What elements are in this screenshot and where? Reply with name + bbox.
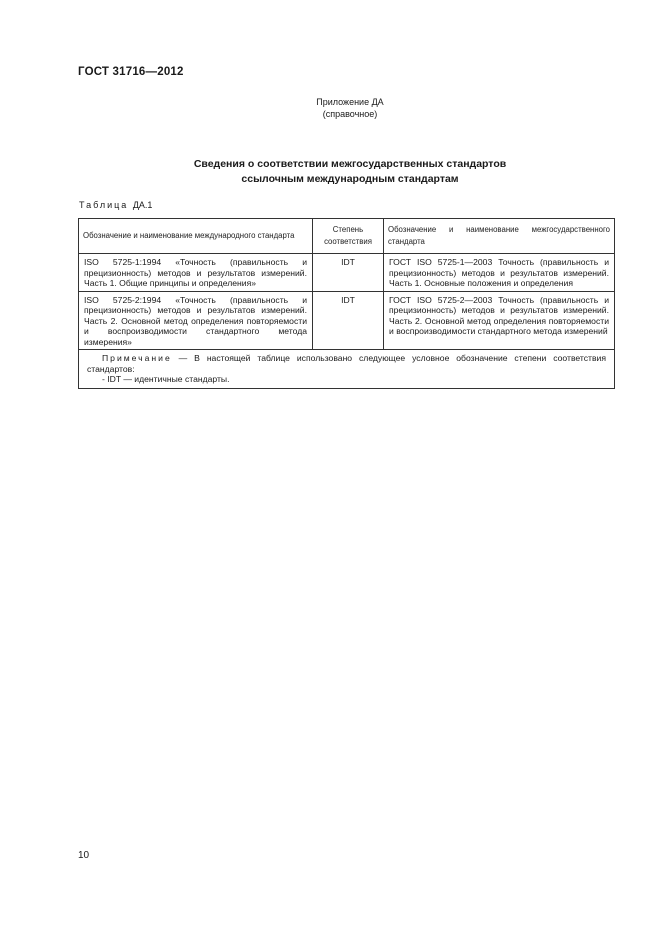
table-header-row xyxy=(79,219,615,254)
note-label: Примечание xyxy=(102,353,172,363)
table-caption-word: Таблица xyxy=(79,200,129,210)
correspondence-table xyxy=(78,218,615,389)
note-text: — В настоящей таблице использовано следующее условное обозначение степени соответствия стандартов: xyxy=(87,353,606,374)
section-title-line1: Сведения о соответствии межгосударственных стандартов xyxy=(193,158,507,170)
table-caption-id: ДА.1 xyxy=(132,200,153,210)
cell-degree: IDT xyxy=(313,291,384,350)
table-note xyxy=(79,350,615,389)
page-number: 10 xyxy=(78,850,90,861)
header-interstate: Обозначение и наименование межгосударственного стандарта xyxy=(384,219,615,254)
note-item: - IDT — идентичные стандарты. xyxy=(102,374,230,384)
appendix-title: Приложение ДА xyxy=(316,97,384,107)
table-row xyxy=(79,291,615,350)
cell-degree: IDT xyxy=(313,254,384,292)
cell-international: ISO 5725-2:1994 «Точность (правильность и прецизионность) методов и результатов измерений. Часть 2. Основной метод определения повторяемости и воспроизводимости стандартного метода измерения» xyxy=(79,291,313,350)
cell-international: ISO 5725-1:1994 «Точность (правильность и прецизионность) методов и результатов измерений. Часть 1. Общие принципы и определения» xyxy=(79,254,313,292)
header-degree: Степень соответствия xyxy=(313,219,384,254)
section-title-line2: ссылочным международным стандартам xyxy=(241,173,459,185)
table-note-row xyxy=(79,350,615,389)
cell-interstate: ГОСТ ISO 5725-1—2003 Точность (правильность и прецизионность) методов и результатов измерений. Часть 1. Основные положения и определения xyxy=(384,254,615,292)
section-title xyxy=(0,157,661,187)
document-number: ГОСТ 31716—2012 xyxy=(78,66,184,78)
table-row xyxy=(79,254,615,292)
cell-interstate: ГОСТ ISO 5725-2—2003 Точность (правильность и прецизионность) методов и результатов измерений. Часть 2. Основной метод определения повторяемости и воспроизводимости стандартного метода измерений xyxy=(384,291,615,350)
note-intro xyxy=(87,353,606,374)
table-caption xyxy=(79,200,152,210)
appendix-type: (справочное) xyxy=(322,109,378,119)
header-international: Обозначение и наименование международного стандарта xyxy=(79,219,313,254)
